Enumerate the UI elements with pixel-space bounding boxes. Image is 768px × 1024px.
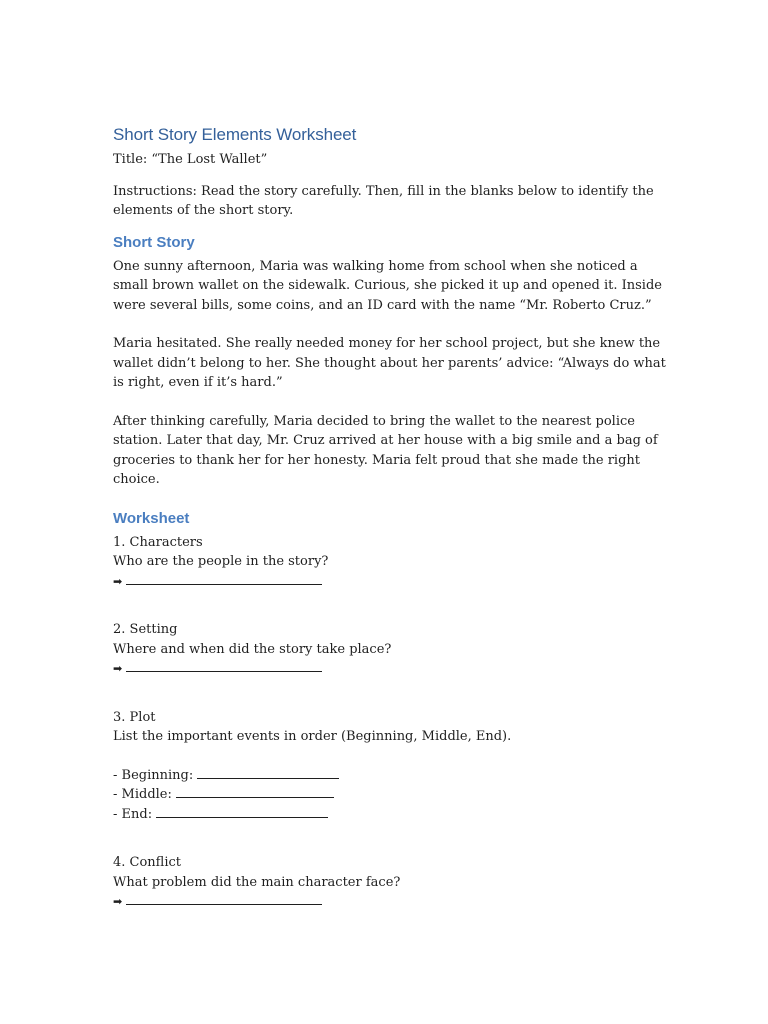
story-paragraph: One sunny afternoon, Maria was walking home from school when she noticed a small brown wallet on the sidewalk. Curious, she picked it up and opened it. Inside were several bills, some coins, and an ID card with the name “Mr. Roberto Cruz.” [113, 258, 662, 313]
story-paragraph: Maria hesitated. She really needed money for her school project, but she knew the wallet didn’t belong to her. She thought about her parents’ advice: “Always do what is right, even if it’s hard.” [113, 336, 666, 390]
plot-item-label: - End: [113, 806, 153, 822]
question-prompt: Where and when did the story take place? [113, 641, 392, 657]
answer-row [113, 892, 673, 912]
question-prompt: Who are the people in the story? [113, 554, 329, 569]
plot-item-label: - Middle: [113, 787, 172, 802]
worksheet-heading: Worksheet [113, 509, 190, 527]
arrow-right-icon: ➡ [113, 574, 123, 588]
question-label: 3. Plot [113, 709, 156, 725]
plot-item [113, 805, 673, 825]
instructions: Instructions: Read the story carefully. Then, fill in the blanks below to identify the elements of the short story. [113, 183, 654, 218]
answer-blank[interactable] [126, 659, 322, 672]
answer-blank[interactable] [126, 892, 322, 905]
question-prompt: What problem did the main character face? [113, 874, 401, 890]
question-label: 4. Conflict [113, 855, 182, 870]
arrow-right-icon: ➡ [113, 662, 123, 675]
plot-item [113, 785, 673, 805]
worksheet-page [113, 124, 673, 912]
answer-blank[interactable] [197, 766, 339, 779]
arrow-right-icon: ➡ [113, 895, 123, 908]
question-label: 2. Setting [113, 622, 178, 637]
answer-row [113, 659, 673, 679]
story-title: Title: “The Lost Wallet” [113, 152, 268, 167]
story-heading: Short Story [113, 233, 195, 251]
question-label: 1. Characters [113, 534, 203, 550]
plot-item-label: - Beginning: [113, 767, 194, 783]
answer-blank[interactable] [156, 805, 328, 818]
plot-item [113, 766, 673, 786]
document-title: Short Story Elements Worksheet [113, 125, 357, 144]
answer-row [113, 572, 673, 592]
answer-blank[interactable] [126, 572, 322, 585]
question-prompt: List the important events in order (Beginning, Middle, End). [113, 729, 512, 744]
answer-blank[interactable] [176, 785, 334, 798]
story-paragraph: After thinking carefully, Maria decided to bring the wallet to the nearest police station. Later that day, Mr. Cruz arrived at her house with a big smile and a bag of groceries to thank her for her honesty. Maria felt proud that she made the right choice. [113, 413, 658, 487]
